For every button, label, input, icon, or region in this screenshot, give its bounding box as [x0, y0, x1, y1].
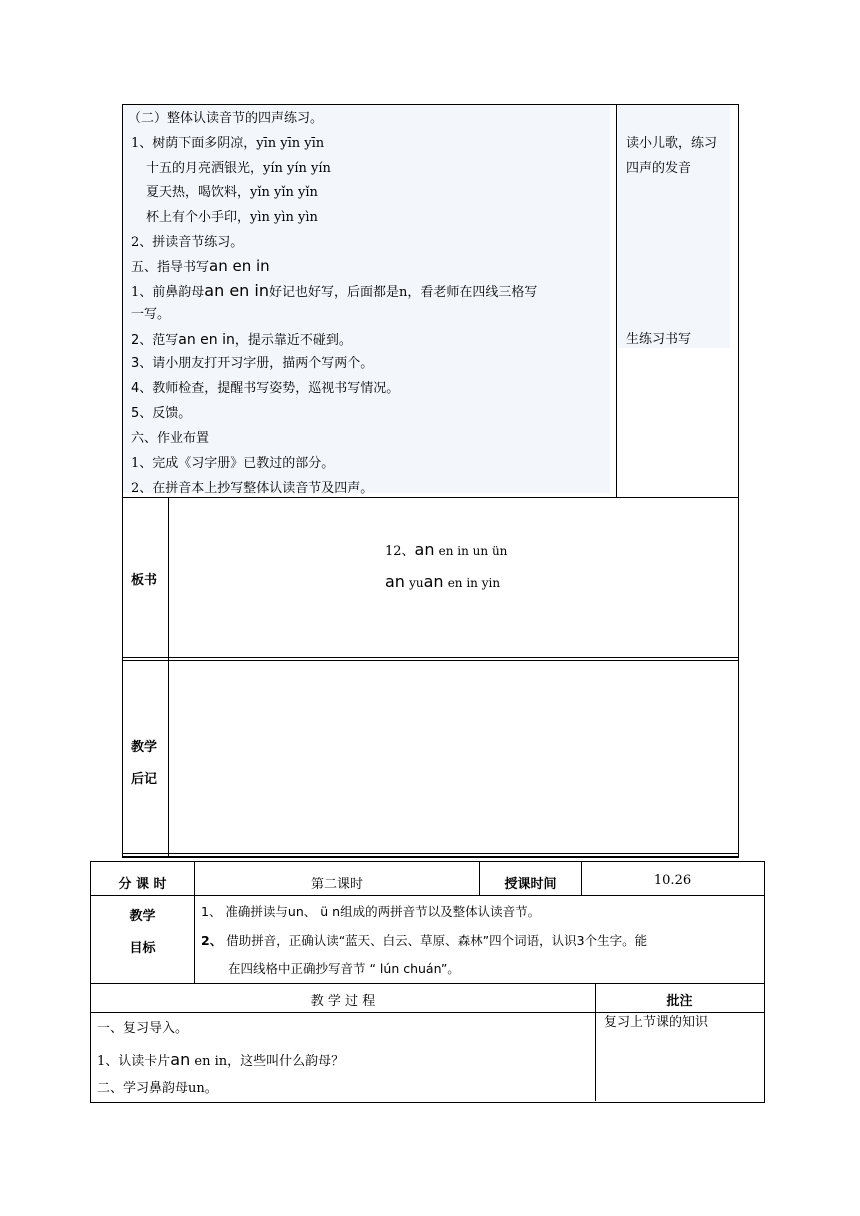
section-heading: 六、作业布置 [131, 431, 210, 446]
note-text: 读小儿歌，练习 [626, 136, 718, 151]
process-line: 一、复习导入。 [97, 1021, 189, 1036]
reflection-label: 教学 [131, 740, 158, 755]
note-label: 批注 [666, 994, 693, 1009]
process-line: 1、认读卡片an en in，这些叫什么韵母？ [97, 1050, 345, 1069]
goal-item-1: 1、 准确拼读与un、 ü n组成的两拼音节以及整体认读音节。 [201, 904, 541, 919]
text-line: 1、前鼻韵母an en in好记也好写，后面都是n，看老师在四线三格写 [131, 281, 538, 300]
board-label: 板书 [131, 573, 158, 588]
note-text: 生练习书写 [626, 332, 692, 347]
note-text: 四声的发音 [626, 161, 692, 176]
goal-label: 目标 [129, 941, 156, 956]
text-line: 十五的月亮洒银光，yín yín yín [146, 161, 331, 176]
text-line: 2、在拼音本上抄写整体认读音节及四声。 [131, 481, 374, 496]
goal-label: 教学 [129, 909, 156, 924]
text-line: 3、请小朋友打开习字册，描两个写两个。 [131, 356, 374, 371]
text-line: 2、范写an en in，提示靠近不碰到。 [131, 332, 352, 348]
text-line: 一写。 [131, 307, 171, 322]
time-value: 10.26 [653, 873, 692, 888]
note-text: 复习上节课的知识 [604, 1015, 709, 1030]
session-value: 第二课时 [310, 877, 363, 892]
text-line: 1、树荫下面多阴凉，yīn yīn yīn [131, 136, 325, 151]
text-line: 夏天热，喝饮料，yǐn yǐn yǐn [146, 185, 318, 200]
text-line: 4、教师检查，提醒书写姿势，巡视书写情况。 [131, 381, 400, 396]
text-line: 5、反馈。 [131, 406, 192, 421]
board-line-2: an yuan en in yin [385, 572, 501, 591]
reflection-label: 后记 [131, 772, 158, 787]
section-heading: 五、指导书写an en in [131, 257, 270, 275]
text-line: 杯上有个小手印，yìn yìn yìn [146, 210, 318, 225]
time-label: 授课时间 [504, 877, 557, 892]
session-label: 分 课 时 [118, 877, 167, 892]
goal-item-2-cont: 在四线格中正确抄写音节 “ lún chuán”。 [228, 961, 460, 976]
goal-item-2: 2、 借助拼音，正确认读“蓝天、白云、草原、森林”四个词语，认识3个生字。能 [201, 933, 648, 948]
text-line: （二）整体认读音节的四声练习。 [128, 111, 324, 126]
process-label: 教 学 过 程 [310, 994, 376, 1009]
process-line: 二、学习鼻韵母un。 [97, 1081, 218, 1096]
text-line: 2、拼读音节练习。 [131, 235, 244, 250]
text-line: 1、完成《习字册》已教过的部分。 [131, 456, 335, 471]
board-line-1: 12、an en in un ün [385, 540, 508, 559]
